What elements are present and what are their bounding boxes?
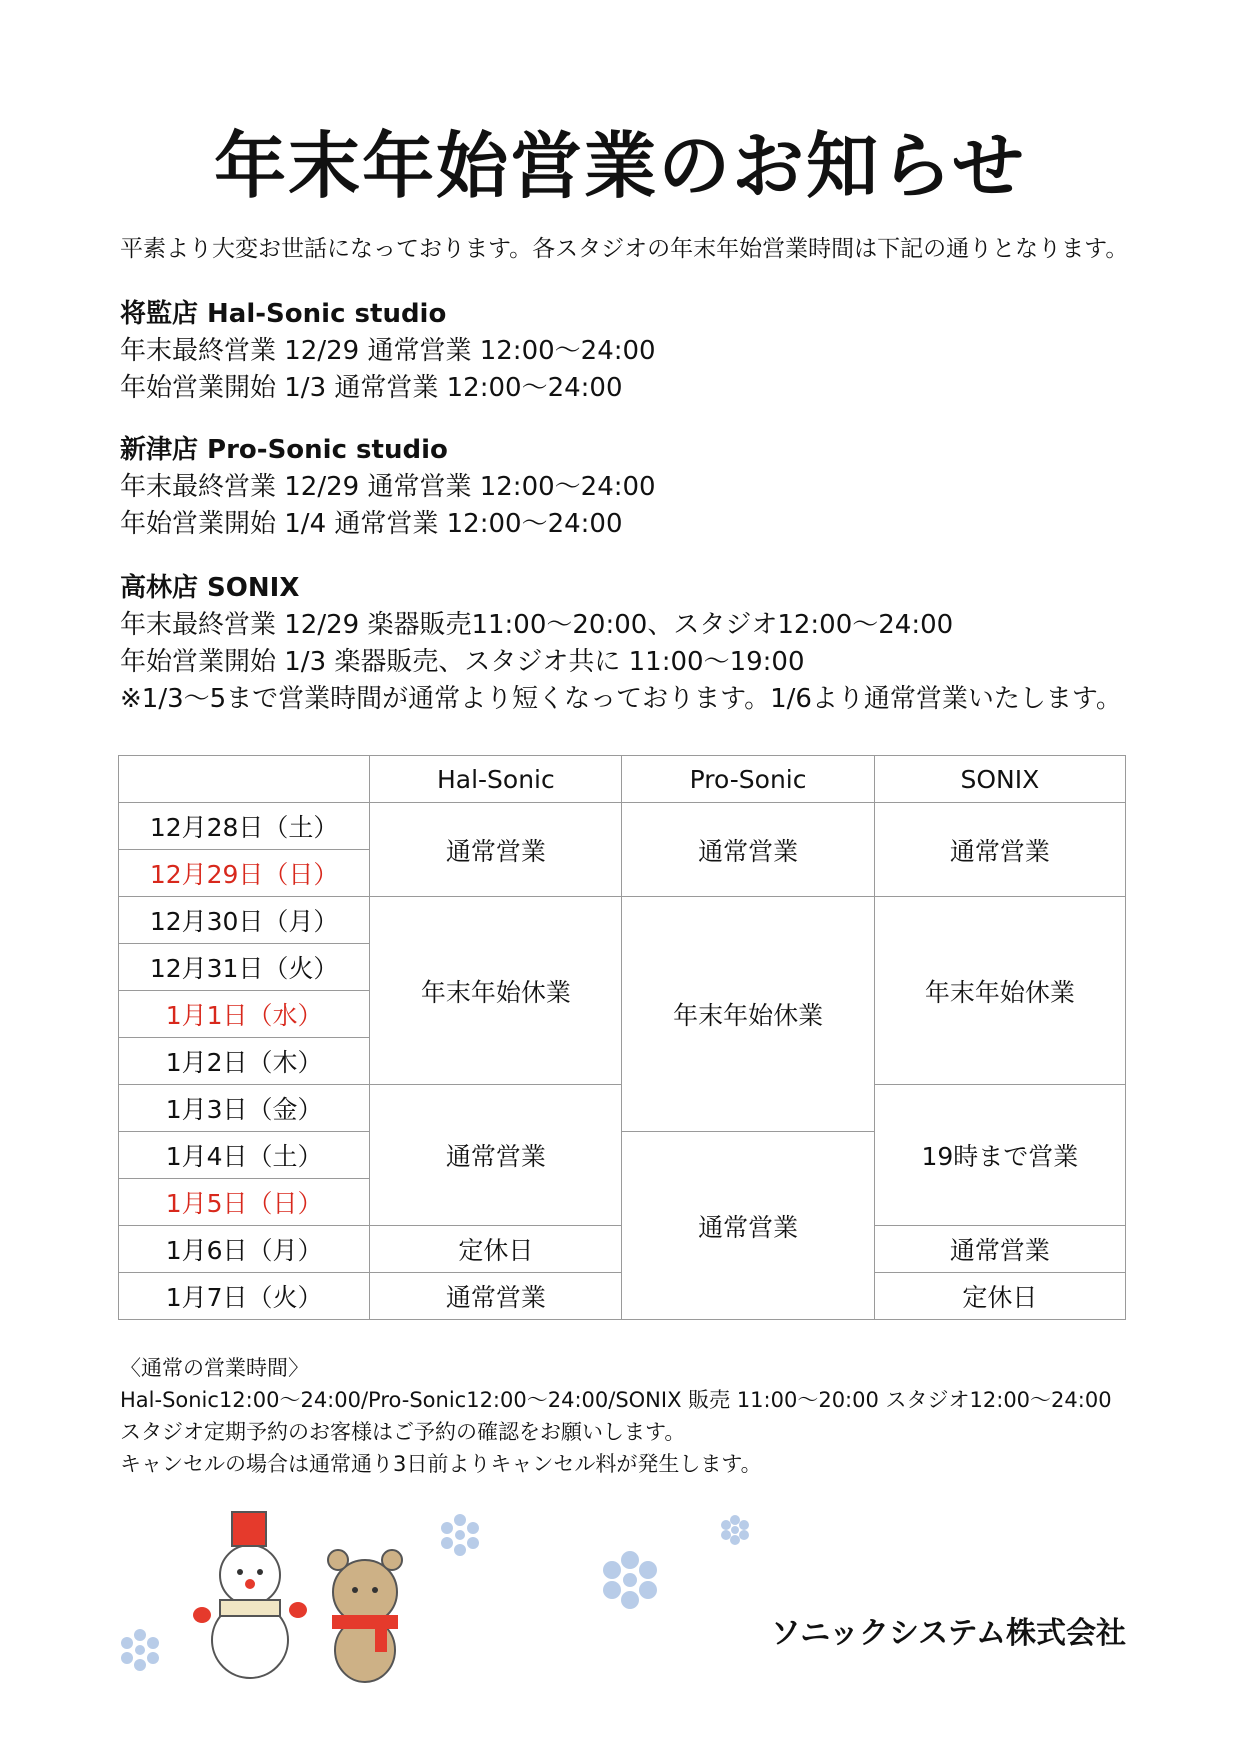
date-cell-holiday: 12月29日（日） <box>119 850 370 897</box>
sonix-cell: 通常営業 <box>874 1226 1125 1273</box>
page-title: 年末年始営業のお知らせ <box>214 124 1026 208</box>
snowflake-icon <box>721 1515 749 1545</box>
table-row <box>119 803 1126 850</box>
store-hours-line: 年始営業開始 1/3 楽器販売、スタジオ共に 11:00〜19:00 <box>120 647 805 677</box>
date-cell: 1月6日（月） <box>119 1226 370 1273</box>
date-cell: 1月2日（木） <box>119 1038 370 1085</box>
store-name: 新津店 Pro-Sonic studio <box>120 435 448 465</box>
notes <box>120 1352 1112 1480</box>
snowflake-icon <box>441 1514 479 1556</box>
date-cell: 1月7日（火） <box>119 1273 370 1320</box>
hal-sonic-cell: 定休日 <box>370 1226 622 1273</box>
hal-sonic-cell: 通常営業 <box>370 803 622 897</box>
notes-line: Hal-Sonic12:00〜24:00/Pro-Sonic12:00〜24:00/SONIX 販売 11:00〜20:00 スタジオ12:00〜24:00 <box>120 1388 1112 1412</box>
sonix-cell: 19時まで営業 <box>874 1085 1125 1226</box>
table-row <box>119 897 1126 944</box>
notes-heading: 〈通常の営業時間〉 <box>120 1356 309 1380</box>
pro-sonic-cell: 通常営業 <box>622 803 874 897</box>
date-cell: 1月4日（土） <box>119 1132 370 1179</box>
winter-illustration <box>110 1500 790 1700</box>
date-cell: 1月3日（金） <box>119 1085 370 1132</box>
store-pro-sonic <box>120 432 656 543</box>
snowflake-icon <box>603 1551 657 1609</box>
bear-icon <box>328 1550 402 1682</box>
sonix-cell: 年末年始休業 <box>874 897 1125 1085</box>
hal-sonic-cell: 通常営業 <box>370 1273 622 1320</box>
pro-sonic-cell: 年末年始休業 <box>622 897 874 1132</box>
hal-sonic-cell: 年末年始休業 <box>370 897 622 1085</box>
store-name: 将監店 Hal-Sonic studio <box>120 299 447 329</box>
date-cell-holiday: 1月5日（日） <box>119 1179 370 1226</box>
sonix-cell: 定休日 <box>874 1273 1125 1320</box>
date-cell: 12月31日（火） <box>119 944 370 991</box>
header-empty <box>119 756 370 803</box>
store-hours-line: 年始営業開始 1/3 通常営業 12:00〜24:00 <box>120 373 623 403</box>
table-header-row <box>119 756 1126 803</box>
store-notice-line: ※1/3〜5まで営業時間が通常より短くなっております。1/6より通常営業いたします。 <box>120 684 1122 714</box>
company-name: ソニックシステム株式会社 <box>770 1616 1126 1651</box>
sonix-cell: 通常営業 <box>874 803 1125 897</box>
date-cell-holiday: 1月1日（水） <box>119 991 370 1038</box>
snowflake-icon <box>121 1629 159 1671</box>
store-hours-line: 年末最終営業 12/29 楽器販売11:00〜20:00、スタジオ12:00〜24:00 <box>120 610 954 640</box>
store-hours-line: 年末最終営業 12/29 通常営業 12:00〜24:00 <box>120 336 656 366</box>
schedule-table <box>118 755 1126 1320</box>
store-name: 高林店 SONIX <box>120 573 300 603</box>
store-hours-line: 年始営業開始 1/4 通常営業 12:00〜24:00 <box>120 509 623 539</box>
header-pro-sonic: Pro-Sonic <box>622 756 874 803</box>
date-cell: 12月28日（土） <box>119 803 370 850</box>
header-hal-sonic: Hal-Sonic <box>370 756 622 803</box>
store-hours-line: 年末最終営業 12/29 通常営業 12:00〜24:00 <box>120 472 656 502</box>
intro-text: 平素より大変お世話になっております。各スタジオの年末年始営業時間は下記の通りとなります。 <box>120 236 1129 262</box>
header-sonix: SONIX <box>874 756 1125 803</box>
pro-sonic-cell: 通常営業 <box>622 1132 874 1320</box>
store-hal-sonic <box>120 296 656 407</box>
snowman-icon <box>193 1512 307 1678</box>
hal-sonic-cell: 通常営業 <box>370 1085 622 1226</box>
store-sonix <box>120 570 1122 718</box>
notes-line: スタジオ定期予約のお客様はご予約の確認をお願いします。 <box>120 1420 686 1444</box>
date-cell: 12月30日（月） <box>119 897 370 944</box>
notes-line: キャンセルの場合は通常通り3日前よりキャンセル料が発生します。 <box>120 1452 762 1476</box>
